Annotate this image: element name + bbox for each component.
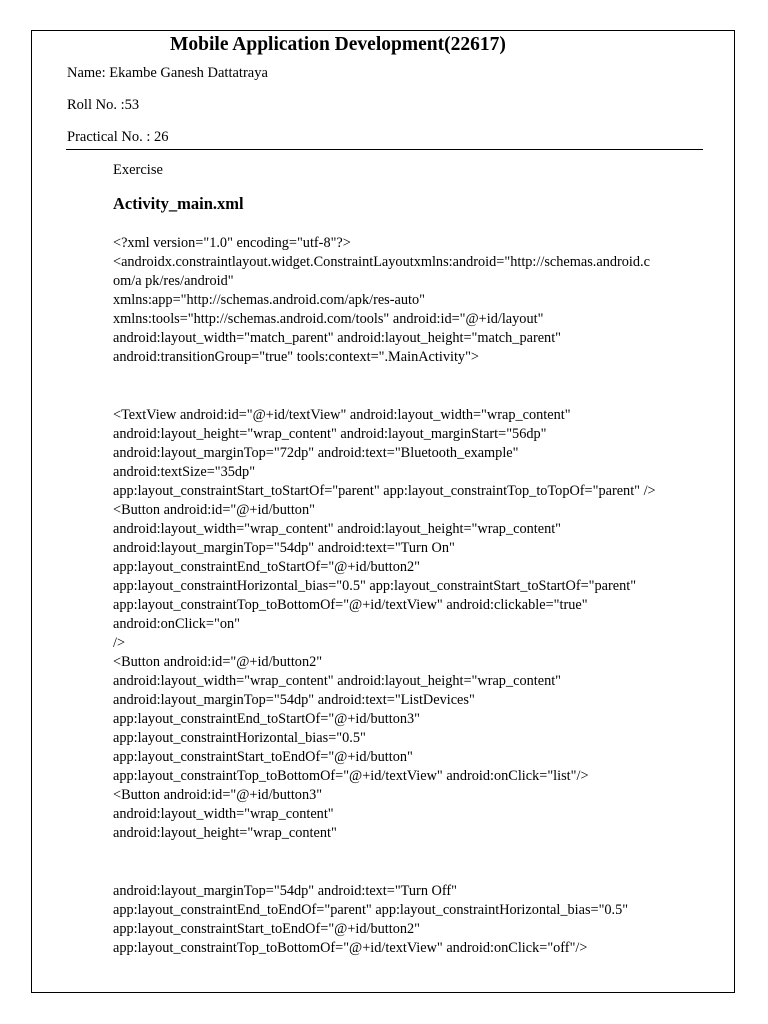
code-line: <?xml version="1.0" encoding="utf-8"?>: [113, 235, 351, 251]
code-line: android:layout_width="match_parent" android:layout_height="match_parent": [113, 330, 562, 346]
section-heading: Activity_main.xml: [113, 194, 244, 213]
code-line: android:layout_marginTop="72dp" android:text="Bluetooth_example": [113, 445, 519, 461]
code-line: app:layout_constraintStart_toEndOf="@+id/button": [113, 749, 413, 765]
roll-number: Roll No. :53: [67, 97, 140, 113]
header-divider: [66, 149, 703, 150]
document-title: Mobile Application Development(22617): [170, 34, 506, 55]
code-line: android:onClick="on": [113, 616, 240, 632]
code-line: android:layout_height="wrap_content" android:layout_marginStart="56dp": [113, 426, 547, 442]
code-line: app:layout_constraintTop_toBottomOf="@+id/textView" android:onClick="list"/>: [113, 768, 589, 784]
code-line: android:layout_width="wrap_content" android:layout_height="wrap_content": [113, 521, 562, 537]
code-line: android:layout_marginTop="54dp" android:text="Turn On": [113, 540, 455, 556]
code-line: <Button android:id="@+id/button2": [113, 654, 323, 670]
code-line: app:layout_constraintTop_toBottomOf="@+id/textView" android:onClick="off"/>: [113, 940, 588, 956]
code-line: app:layout_constraintTop_toBottomOf="@+id/textView" android:clickable="true": [113, 597, 588, 613]
code-line: android:transitionGroup="true" tools:context=".MainActivity">: [113, 349, 479, 365]
code-line: android:layout_marginTop="54dp" android:text="ListDevices": [113, 692, 475, 708]
code-line: <Button android:id="@+id/button3": [113, 787, 323, 803]
practical-number: Practical No. : 26: [67, 129, 169, 145]
code-line: app:layout_constraintHorizontal_bias="0.5" app:layout_constraintStart_toStartOf="parent": [113, 578, 637, 594]
code-line: />: [113, 635, 126, 651]
code-line: om/a pk/res/android": [113, 273, 234, 289]
code-line: android:layout_width="wrap_content" android:layout_height="wrap_content": [113, 673, 562, 689]
student-name: Name: Ekambe Ganesh Dattatraya: [67, 65, 268, 81]
code-line: app:layout_constraintStart_toStartOf="parent" app:layout_constraintTop_toTopOf="parent" />: [113, 483, 656, 499]
code-line: xmlns:tools="http://schemas.android.com/tools" android:id="@+id/layout": [113, 311, 544, 327]
code-line: app:layout_constraintEnd_toEndOf="parent" app:layout_constraintHorizontal_bias="0.5": [113, 902, 629, 918]
code-line: android:textSize="35dp": [113, 464, 256, 480]
code-line: <androidx.constraintlayout.widget.ConstraintLayoutxmlns:android="http://schemas.android.c: [113, 254, 650, 270]
code-line: app:layout_constraintEnd_toStartOf="@+id/button2": [113, 559, 421, 575]
code-line: android:layout_marginTop="54dp" android:text="Turn Off": [113, 883, 457, 899]
exercise-label: Exercise: [113, 162, 163, 178]
code-line: android:layout_width="wrap_content": [113, 806, 334, 822]
code-line: xmlns:app="http://schemas.android.com/apk/res-auto": [113, 292, 425, 308]
code-line: app:layout_constraintHorizontal_bias="0.5": [113, 730, 366, 746]
code-line: app:layout_constraintStart_toEndOf="@+id/button2": [113, 921, 421, 937]
code-line: <Button android:id="@+id/button": [113, 502, 315, 518]
code-line: android:layout_height="wrap_content": [113, 825, 337, 841]
code-line: <TextView android:id="@+id/textView" android:layout_width="wrap_content": [113, 407, 571, 423]
code-line: app:layout_constraintEnd_toStartOf="@+id/button3": [113, 711, 421, 727]
